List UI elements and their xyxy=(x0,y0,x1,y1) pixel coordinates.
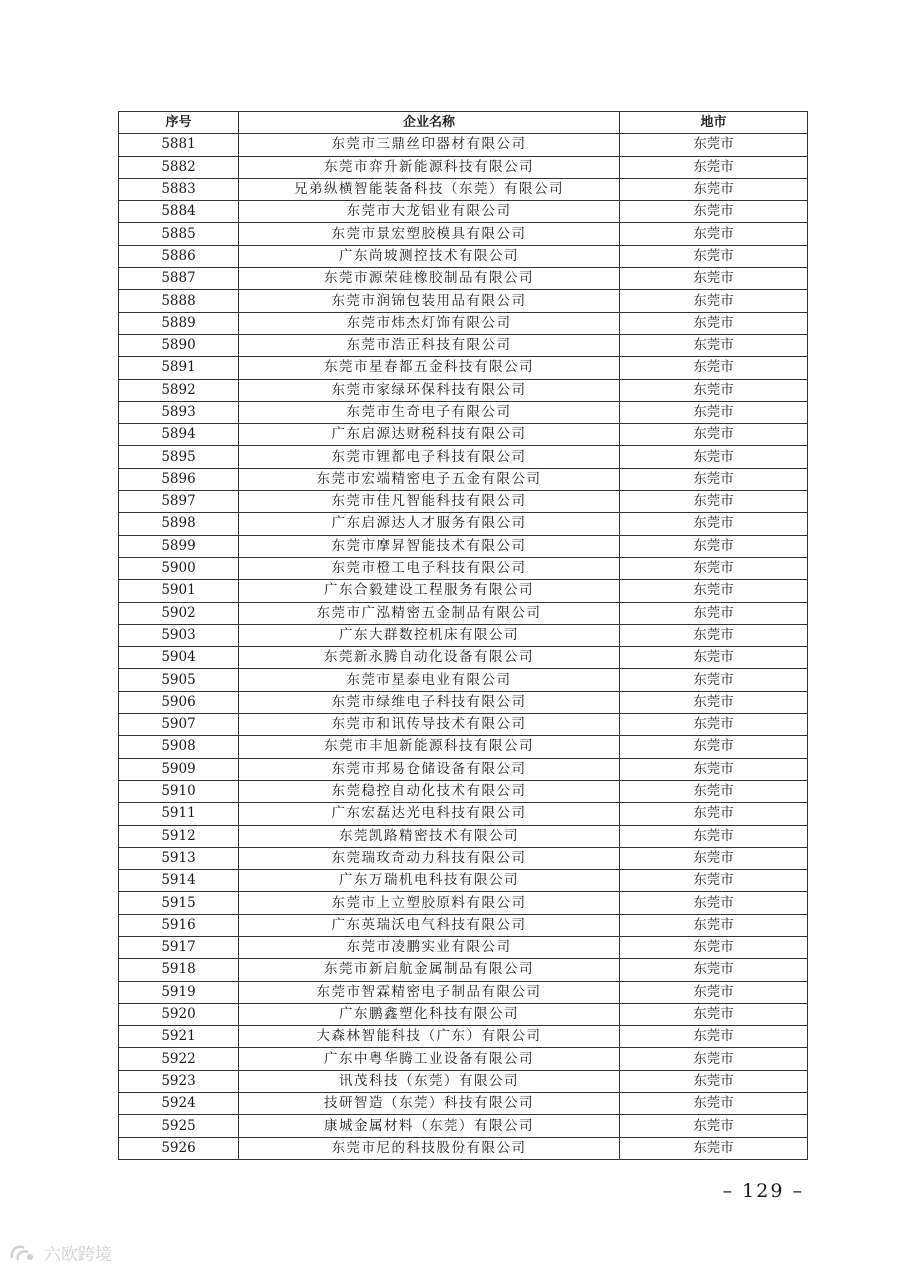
row-company-name: 东莞市新启航金属制品有限公司 xyxy=(239,959,620,981)
row-company-name: 东莞市景宏塑胶模具有限公司 xyxy=(239,223,620,245)
table-row xyxy=(119,602,808,624)
row-city: 东莞市 xyxy=(620,803,808,825)
row-company-name: 东莞市生奇电子有限公司 xyxy=(239,401,620,423)
row-city: 东莞市 xyxy=(620,201,808,223)
row-city: 东莞市 xyxy=(620,669,808,691)
row-company-name: 广东中粤华腾工业设备有限公司 xyxy=(239,1048,620,1070)
table-row xyxy=(119,535,808,557)
table-row xyxy=(119,134,808,156)
row-company-name: 康城金属材料（东莞）有限公司 xyxy=(239,1115,620,1137)
row-city: 东莞市 xyxy=(620,156,808,178)
row-index: 5904 xyxy=(119,647,239,669)
table-row xyxy=(119,513,808,535)
table-row xyxy=(119,379,808,401)
row-index: 5905 xyxy=(119,669,239,691)
row-city: 东莞市 xyxy=(620,981,808,1003)
row-city: 东莞市 xyxy=(620,513,808,535)
row-index: 5903 xyxy=(119,624,239,646)
row-company-name: 东莞市摩昇智能技术有限公司 xyxy=(239,535,620,557)
row-index: 5919 xyxy=(119,981,239,1003)
row-city: 东莞市 xyxy=(620,245,808,267)
row-city: 东莞市 xyxy=(620,379,808,401)
row-index: 5916 xyxy=(119,914,239,936)
table-row xyxy=(119,647,808,669)
table-row xyxy=(119,1093,808,1115)
row-index: 5883 xyxy=(119,178,239,200)
row-city: 东莞市 xyxy=(620,602,808,624)
row-city: 东莞市 xyxy=(620,268,808,290)
row-city: 东莞市 xyxy=(620,1070,808,1092)
row-city: 东莞市 xyxy=(620,424,808,446)
row-index: 5909 xyxy=(119,758,239,780)
row-city: 东莞市 xyxy=(620,1026,808,1048)
row-city: 东莞市 xyxy=(620,1115,808,1137)
row-index: 5884 xyxy=(119,201,239,223)
row-company-name: 东莞市广泓精密五金制品有限公司 xyxy=(239,602,620,624)
row-city: 东莞市 xyxy=(620,1137,808,1159)
table-row xyxy=(119,491,808,513)
row-company-name: 东莞市三鼎丝印器材有限公司 xyxy=(239,134,620,156)
table-row xyxy=(119,580,808,602)
row-company-name: 东莞市大龙铝业有限公司 xyxy=(239,201,620,223)
row-company-name: 东莞市绿维电子科技有限公司 xyxy=(239,691,620,713)
enterprise-table xyxy=(118,111,808,1160)
row-city: 东莞市 xyxy=(620,468,808,490)
table-row xyxy=(119,1003,808,1025)
table-row xyxy=(119,1115,808,1137)
table-row xyxy=(119,914,808,936)
table-row xyxy=(119,557,808,579)
row-index: 5885 xyxy=(119,223,239,245)
row-company-name: 广东启源达财税科技有限公司 xyxy=(239,424,620,446)
row-index: 5918 xyxy=(119,959,239,981)
row-company-name: 广东万瑞机电科技有限公司 xyxy=(239,870,620,892)
row-city: 东莞市 xyxy=(620,847,808,869)
row-index: 5914 xyxy=(119,870,239,892)
row-index: 5923 xyxy=(119,1070,239,1092)
row-company-name: 大森林智能科技（广东）有限公司 xyxy=(239,1026,620,1048)
row-company-name: 东莞市上立塑胶原料有限公司 xyxy=(239,892,620,914)
table-row xyxy=(119,624,808,646)
row-company-name: 东莞市星春都五金科技有限公司 xyxy=(239,357,620,379)
table-row xyxy=(119,803,808,825)
row-company-name: 东莞瑞玫奇动力科技有限公司 xyxy=(239,847,620,869)
row-index: 5908 xyxy=(119,736,239,758)
row-index: 5921 xyxy=(119,1026,239,1048)
row-index: 5920 xyxy=(119,1003,239,1025)
watermark xyxy=(8,1240,112,1265)
row-index: 5902 xyxy=(119,602,239,624)
row-index: 5888 xyxy=(119,290,239,312)
row-city: 东莞市 xyxy=(620,334,808,356)
table-row xyxy=(119,892,808,914)
row-city: 东莞市 xyxy=(620,1003,808,1025)
row-city: 东莞市 xyxy=(620,714,808,736)
row-company-name: 东莞市邦易仓储设备有限公司 xyxy=(239,758,620,780)
table-row xyxy=(119,691,808,713)
table-row xyxy=(119,334,808,356)
table-row xyxy=(119,178,808,200)
row-index: 5890 xyxy=(119,334,239,356)
row-city: 东莞市 xyxy=(620,290,808,312)
header-company-name: 企业名称 xyxy=(239,112,620,134)
row-city: 东莞市 xyxy=(620,223,808,245)
row-company-name: 东莞新永腾自动化设备有限公司 xyxy=(239,647,620,669)
table-row xyxy=(119,446,808,468)
row-index: 5913 xyxy=(119,847,239,869)
row-index: 5881 xyxy=(119,134,239,156)
row-city: 东莞市 xyxy=(620,446,808,468)
table-row xyxy=(119,468,808,490)
table-row xyxy=(119,870,808,892)
row-company-name: 东莞市弈升新能源科技有限公司 xyxy=(239,156,620,178)
table-row xyxy=(119,156,808,178)
table-row xyxy=(119,758,808,780)
table-row xyxy=(119,780,808,802)
row-company-name: 广东启源达人才服务有限公司 xyxy=(239,513,620,535)
row-index: 5924 xyxy=(119,1093,239,1115)
row-city: 东莞市 xyxy=(620,1048,808,1070)
row-city: 东莞市 xyxy=(620,959,808,981)
row-city: 东莞市 xyxy=(620,134,808,156)
table-row xyxy=(119,201,808,223)
row-city: 东莞市 xyxy=(620,825,808,847)
row-index: 5891 xyxy=(119,357,239,379)
row-company-name: 东莞市家绿环保科技有限公司 xyxy=(239,379,620,401)
row-city: 东莞市 xyxy=(620,535,808,557)
row-city: 东莞市 xyxy=(620,178,808,200)
row-index: 5911 xyxy=(119,803,239,825)
row-company-name: 东莞市炜杰灯饰有限公司 xyxy=(239,312,620,334)
row-index: 5906 xyxy=(119,691,239,713)
header-index: 序号 xyxy=(119,112,239,134)
table-row xyxy=(119,223,808,245)
row-city: 东莞市 xyxy=(620,1093,808,1115)
row-company-name: 东莞市润锦包装用品有限公司 xyxy=(239,290,620,312)
table-row xyxy=(119,959,808,981)
row-company-name: 广东鹏鑫塑化科技有限公司 xyxy=(239,1003,620,1025)
table-row xyxy=(119,1048,808,1070)
row-index: 5910 xyxy=(119,780,239,802)
table-header-row xyxy=(119,112,808,134)
row-company-name: 广东尚坡测控技术有限公司 xyxy=(239,245,620,267)
row-company-name: 东莞市佳凡智能科技有限公司 xyxy=(239,491,620,513)
table-row xyxy=(119,312,808,334)
watermark-text: 六欧跨境 xyxy=(44,1245,112,1265)
table-row xyxy=(119,401,808,423)
row-index: 5898 xyxy=(119,513,239,535)
row-city: 东莞市 xyxy=(620,312,808,334)
page-number: – 129 – xyxy=(722,1180,804,1202)
row-city: 东莞市 xyxy=(620,736,808,758)
table-row xyxy=(119,736,808,758)
row-company-name: 东莞市源荣硅橡胶制品有限公司 xyxy=(239,268,620,290)
row-city: 东莞市 xyxy=(620,691,808,713)
table-row xyxy=(119,424,808,446)
row-company-name: 东莞市橙工电子科技有限公司 xyxy=(239,557,620,579)
row-city: 东莞市 xyxy=(620,892,808,914)
row-index: 5925 xyxy=(119,1115,239,1137)
row-company-name: 东莞稳控自动化技术有限公司 xyxy=(239,780,620,802)
row-company-name: 东莞市丰旭新能源科技有限公司 xyxy=(239,736,620,758)
table-row xyxy=(119,290,808,312)
row-city: 东莞市 xyxy=(620,780,808,802)
row-index: 5915 xyxy=(119,892,239,914)
row-index: 5900 xyxy=(119,557,239,579)
row-index: 5912 xyxy=(119,825,239,847)
table-row xyxy=(119,669,808,691)
row-index: 5894 xyxy=(119,424,239,446)
table-row xyxy=(119,847,808,869)
table-body xyxy=(119,134,808,1160)
row-index: 5907 xyxy=(119,714,239,736)
row-city: 东莞市 xyxy=(620,357,808,379)
row-index: 5882 xyxy=(119,156,239,178)
header-city: 地市 xyxy=(620,112,808,134)
row-index: 5917 xyxy=(119,936,239,958)
row-city: 东莞市 xyxy=(620,647,808,669)
row-company-name: 广东宏磊达光电科技有限公司 xyxy=(239,803,620,825)
row-company-name: 广东大群数控机床有限公司 xyxy=(239,624,620,646)
table-row xyxy=(119,714,808,736)
row-company-name: 东莞市锂都电子科技有限公司 xyxy=(239,446,620,468)
row-index: 5889 xyxy=(119,312,239,334)
row-index: 5895 xyxy=(119,446,239,468)
row-company-name: 广东英瑞沃电气科技有限公司 xyxy=(239,914,620,936)
row-city: 东莞市 xyxy=(620,936,808,958)
row-city: 东莞市 xyxy=(620,870,808,892)
row-company-name: 东莞市星泰电业有限公司 xyxy=(239,669,620,691)
row-city: 东莞市 xyxy=(620,914,808,936)
row-index: 5893 xyxy=(119,401,239,423)
row-city: 东莞市 xyxy=(620,491,808,513)
row-index: 5896 xyxy=(119,468,239,490)
row-company-name: 东莞市凌鹏实业有限公司 xyxy=(239,936,620,958)
row-index: 5897 xyxy=(119,491,239,513)
table-row xyxy=(119,936,808,958)
row-city: 东莞市 xyxy=(620,624,808,646)
row-city: 东莞市 xyxy=(620,580,808,602)
row-company-name: 东莞市智霖精密电子制品有限公司 xyxy=(239,981,620,1003)
table-row xyxy=(119,357,808,379)
row-company-name: 东莞市浩正科技有限公司 xyxy=(239,334,620,356)
row-index: 5886 xyxy=(119,245,239,267)
row-city: 东莞市 xyxy=(620,557,808,579)
row-city: 东莞市 xyxy=(620,401,808,423)
table-row xyxy=(119,268,808,290)
table-row xyxy=(119,981,808,1003)
row-company-name: 东莞市宏端精密电子五金有限公司 xyxy=(239,468,620,490)
row-company-name: 兄弟纵横智能装备科技（东莞）有限公司 xyxy=(239,178,620,200)
row-company-name: 广东合毅建设工程服务有限公司 xyxy=(239,580,620,602)
row-company-name: 东莞市尼的科技股份有限公司 xyxy=(239,1137,620,1159)
row-index: 5899 xyxy=(119,535,239,557)
row-index: 5922 xyxy=(119,1048,239,1070)
row-company-name: 讯茂科技（东莞）有限公司 xyxy=(239,1070,620,1092)
row-index: 5926 xyxy=(119,1137,239,1159)
logo-icon xyxy=(8,1242,38,1264)
row-company-name: 东莞凯路精密技术有限公司 xyxy=(239,825,620,847)
row-index: 5901 xyxy=(119,580,239,602)
table-row xyxy=(119,825,808,847)
row-company-name: 东莞市和讯传导技术有限公司 xyxy=(239,714,620,736)
row-company-name: 技研智造（东莞）科技有限公司 xyxy=(239,1093,620,1115)
row-index: 5887 xyxy=(119,268,239,290)
table-row xyxy=(119,1137,808,1159)
table-row xyxy=(119,1026,808,1048)
row-city: 东莞市 xyxy=(620,758,808,780)
table-row xyxy=(119,1070,808,1092)
row-index: 5892 xyxy=(119,379,239,401)
table-row xyxy=(119,245,808,267)
